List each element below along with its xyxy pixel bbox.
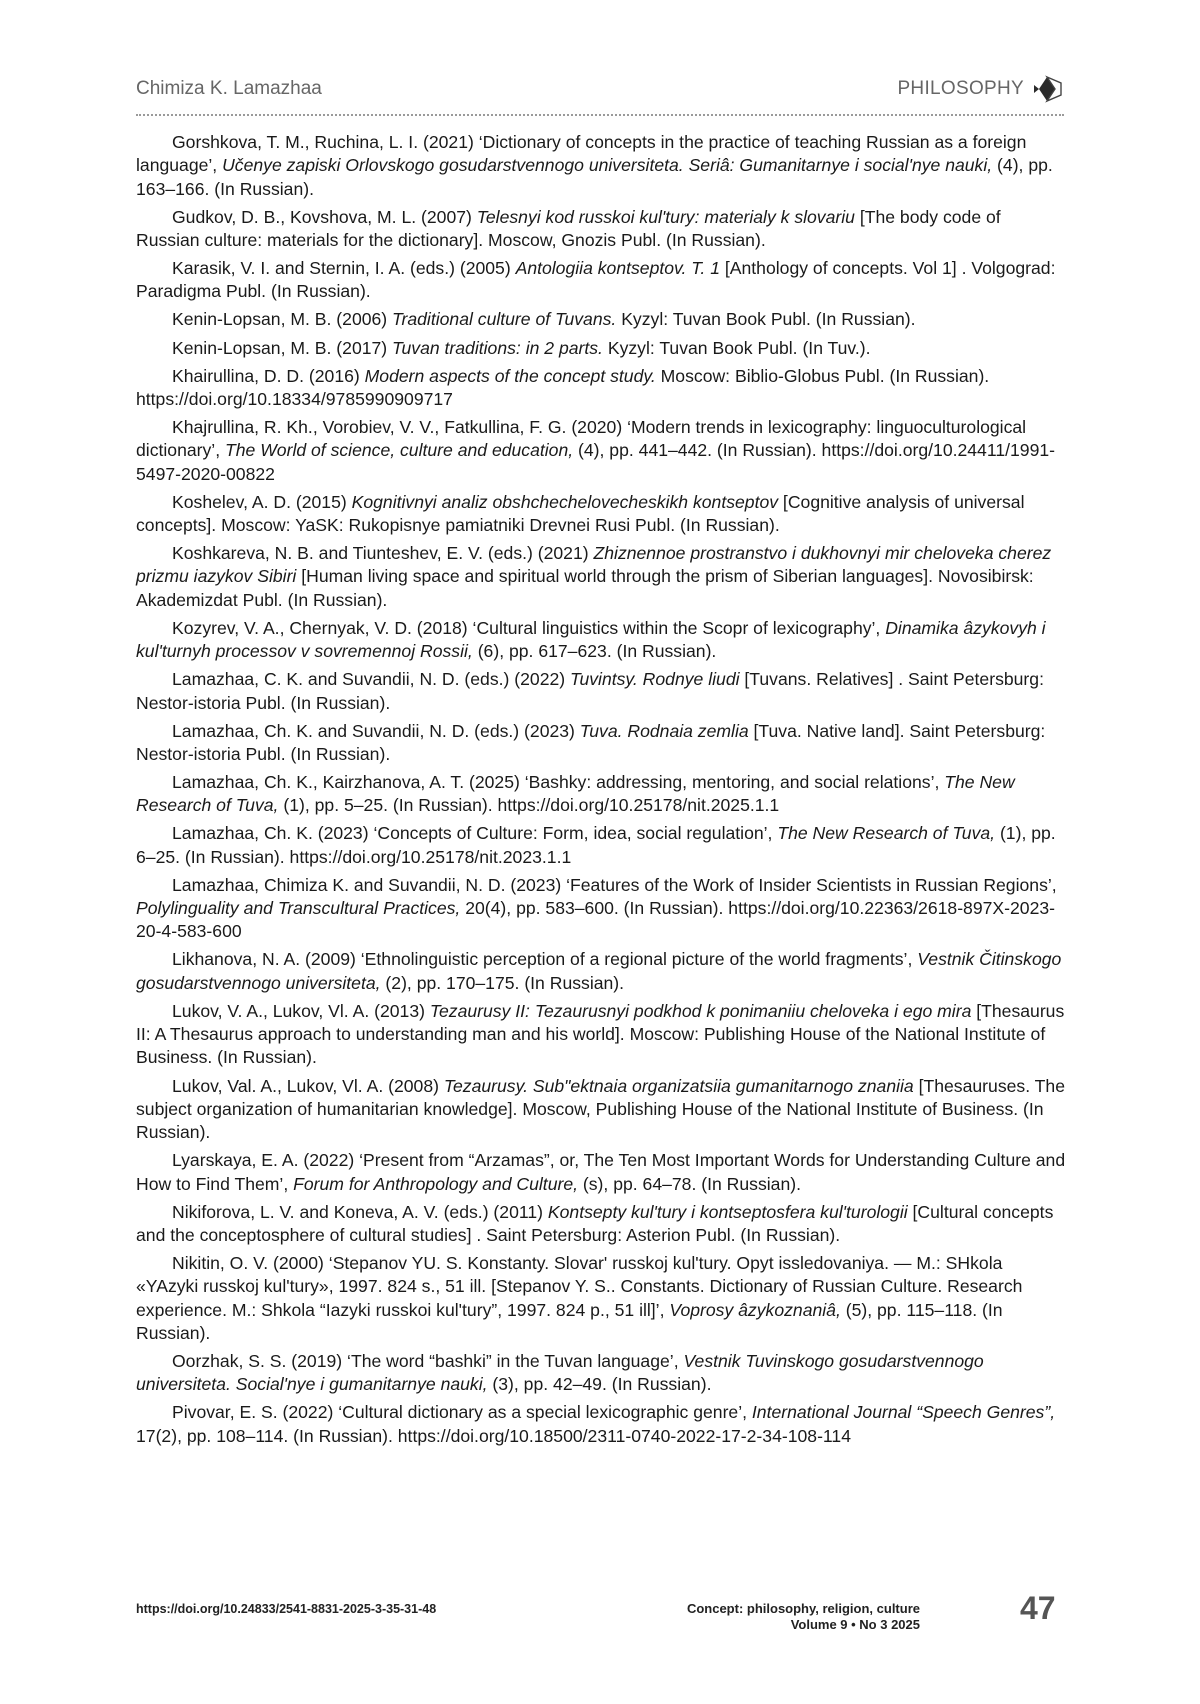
reference-title: Tuva. Rodnaia zemlia — [579, 720, 749, 741]
reference-title: Tezaurusy. Sub"ektnaia organizatsiia gumanitarnogo znaniia — [443, 1075, 914, 1096]
reference-text: (4), pp. 441–442. (In Russian). https://doi.org/10.24411/1991-5497-2020-00822 — [136, 440, 1055, 484]
reference-text: [Anthology of concepts. Vol 1] . Volgograd: Paradigma Publ. (In Russian). — [136, 258, 1056, 302]
reference-text: 20(4), pp. 583–600. (In Russian). https://doi.org/10.22363/2618-897X-2023-20-4-583-600 — [136, 898, 1056, 942]
reference-title: Traditional culture of Tuvans. — [392, 309, 617, 330]
reference-text: Kenin-Lopsan, M. B. (2006) — [172, 309, 393, 330]
reference-title: Kontsepty kul'tury i kontseptosfera kul'turologii — [547, 1201, 908, 1222]
reference-text: Lamazhaa, C. K. and Suvandii, N. D. (eds.) (2022) — [172, 669, 571, 690]
reference-text: Nikitin, O. V. (2000) ‘Stepanov YU. S. Konstanty. Slovar' russkoj kul'tury. Opyt issledovaniya. — M.: SHkola «YAzyki russkoj kul'tury», 1997. 824 s., 51 ill. [Stepanov Y. S.. Constants. Dictionary of Russian Culture. Research experience. M.: Shkola “Iazyki russkoi kul'tury”, 1997. 824 p., 51 ill]’, — [136, 1253, 1023, 1320]
reference-text: Moscow: Biblio-Globus Publ. (In Russian). https://doi.org/10.18334/9785990909717 — [136, 365, 990, 409]
reference-text: Nikiforova, L. V. and Koneva, A. V. (eds.) (2011) — [172, 1201, 548, 1222]
reference-entry — [136, 1401, 1066, 1448]
reference-title: Telesnyi kod russkoi kul'tury: materialy k slovariu — [476, 206, 855, 227]
reference-list — [136, 131, 1066, 1453]
reference-title: Tezaurusy II: Tezaurusnyi podkhod k ponimaniiu cheloveka i ego mira — [429, 1000, 972, 1021]
reference-title: Učenye zapiski Orlovskogo gosudarstvennogo universiteta. Seriâ: Gumanitarnye i social'nye nauki, — [222, 155, 993, 176]
reference-entry — [136, 1075, 1066, 1145]
reference-entry — [136, 257, 1066, 304]
reference-text: [Cognitive analysis of universal concepts]. Moscow: YaSK: Rukopisnye pamiatniki Drevnei Rusi Publ. (In Russian). — [136, 491, 1025, 536]
reference-entry — [136, 416, 1066, 486]
reference-text: [Tuva. Native land]. Saint Petersburg: Nestor-istoria Publ. (In Russian). — [136, 720, 1046, 764]
footer-journal-info — [600, 1601, 920, 1633]
reference-text: Kyzyl: Tuvan Book Publ. (In Russian). — [616, 309, 916, 330]
running-header-author: Chimiza K. Lamazhaa — [136, 78, 322, 99]
reference-text: Koshelev, A. D. (2015) — [172, 491, 352, 512]
reference-entry — [136, 337, 1066, 360]
reference-entry — [136, 874, 1066, 944]
reference-entry — [136, 948, 1066, 995]
reference-text: [Cultural concepts and the conceptosphere of cultural studies] . Saint Petersburg: Asterion Publ. (In Russian). — [136, 1201, 1054, 1245]
reference-title: Modern aspects of the concept study. — [364, 365, 656, 386]
reference-title: Kognitivnyi analiz obshchechelovecheskikh kontseptov — [351, 491, 779, 512]
reference-text: Lukov, Val. A., Lukov, Vl. A. (2008) — [172, 1075, 444, 1096]
reference-text: Kyzyl: Tuvan Book Publ. (In Tuv.). — [602, 337, 871, 358]
reference-entry — [136, 1201, 1066, 1248]
reference-entry — [136, 491, 1066, 538]
reference-title: Voprosy âzykoznaniâ, — [669, 1299, 841, 1320]
reference-text: (4), pp. 163–166. (In Russian). — [136, 155, 1053, 199]
reference-text: (1), pp. 5–25. (In Russian). https://doi.org/10.25178/nit.2025.1.1 — [278, 795, 780, 816]
reference-text: Lyarskaya, E. A. (2022) ‘Present from “Arzamas”, or, The Ten Most Important Words for Understanding Culture and How to Find Them’, — [136, 1150, 1066, 1194]
reference-entry — [136, 1000, 1066, 1070]
reference-text: (2), pp. 170–175. (In Russian). — [380, 972, 625, 993]
reference-title: Vestnik Tuvinskogo gosudarstvennogo universiteta. Social'nye i gumanitarnye nauki, — [136, 1350, 984, 1395]
reference-text: (3), pp. 42–49. (In Russian). — [487, 1374, 712, 1395]
reference-text: Kenin-Lopsan, M. B. (2017) — [172, 337, 393, 358]
reference-text: (6), pp. 617–623. (In Russian). — [472, 641, 717, 662]
reference-entry — [136, 1252, 1066, 1345]
reference-title: The New Research of Tuva, — [136, 771, 1015, 816]
reference-entry — [136, 668, 1066, 715]
reference-entry — [136, 1149, 1066, 1196]
reference-title: The New Research of Tuva, — [777, 823, 996, 844]
reference-title: Tuvintsy. Rodnye liudi — [570, 669, 740, 690]
reference-title: Antologiia kontseptov. T. 1 — [515, 258, 720, 279]
reference-text: Gorshkova, T. M., Ruchina, L. I. (2021) ‘Dictionary of concepts in the practice of teaching Russian as a foreign language’, — [136, 132, 1027, 176]
reference-text: Karasik, V. I. and Sternin, I. A. (eds.) (2005) — [172, 258, 516, 279]
reference-title: Vestnik Čitinskogo gosudarstvennogo universiteta, — [136, 949, 1062, 993]
reference-text: (1), pp. 6–25. (In Russian). https://doi.org/10.25178/nit.2023.1.1 — [136, 823, 1056, 867]
reference-text: Khajrullina, R. Kh., Vorobiev, V. V., Fatkullina, F. G. (2020) ‘Modern trends in lexicography: linguoculturological dictionary’, — [136, 417, 1027, 461]
reference-text: 17(2), pp. 108–114. (In Russian). https://doi.org/10.18500/2311-0740-2022-17-2-34-108-114 — [136, 1425, 851, 1446]
reference-text: Oorzhak, S. S. (2019) ‘The word “bashki” in the Tuvan language’, — [172, 1350, 684, 1371]
reference-title: Dinamika âzykovyh i kul'turnyh processov v sovremennoj Rossii, — [136, 617, 1046, 662]
reference-entry — [136, 771, 1066, 818]
footer-journal-title: Concept: philosophy, religion, culture — [686, 1601, 920, 1616]
page-number: 47 — [1020, 1590, 1056, 1626]
reference-text: Lamazhaa, Ch. K. and Suvandii, N. D. (eds.) (2023) — [172, 720, 580, 741]
reference-entry — [136, 365, 1066, 412]
reference-text: Lukov, V. A., Lukov, Vl. A. (2013) — [172, 1000, 430, 1021]
footer-doi: https://doi.org/10.24833/2541-8831-2025-3-35-31-48 — [136, 1602, 437, 1616]
reference-text: [Thesaurus II: A Thesaurus approach to understanding man and his world]. Moscow: Publishing House of the National Institute of Business. (In Russian). — [136, 1000, 1065, 1068]
journal-logo-icon — [1030, 74, 1064, 104]
reference-entry — [136, 542, 1066, 612]
reference-text: Koshkareva, N. B. and Tiunteshev, E. V. (eds.) (2021) — [172, 543, 594, 564]
reference-entry — [136, 617, 1066, 664]
footer-journal-volume: Volume 9 • No 3 2025 — [790, 1617, 920, 1632]
reference-text: Lamazhaa, Ch. K., Kairzhanova, A. T. (2025) ‘Bashky: addressing, mentoring, and social relations’, — [172, 771, 945, 792]
reference-title: International Journal “Speech Genres”, — [751, 1402, 1056, 1423]
reference-entry — [136, 720, 1066, 767]
reference-entry — [136, 206, 1066, 253]
reference-text: Pivovar, E. S. (2022) ‘Cultural dictionary as a special lexicographic genre’, — [172, 1402, 752, 1423]
reference-text: Likhanova, N. A. (2009) ‘Ethnolinguistic perception of a regional picture of the world fragments’, — [172, 949, 918, 970]
reference-entry — [136, 131, 1066, 201]
reference-title: Tuvan traditions: in 2 parts. — [392, 337, 603, 358]
reference-text: [Human living space and spiritual world through the prism of Siberian languages]. Novosibirsk: Akademizdat Publ. (In Russian). — [136, 566, 1034, 610]
reference-entry — [136, 1350, 1066, 1397]
running-header-section: PHILOSOPHY — [897, 78, 1024, 99]
reference-title: Zhiznennoe prostranstvo i dukhovnyi mir cheloveka cherez prizmu iazykov Sibiri — [136, 543, 1052, 587]
reference-title: Polylinguality and Transcultural Practices, — [136, 898, 461, 919]
running-header — [136, 74, 1064, 116]
reference-text: [Thesauruses. The subject organization of humanitarian knowledge]. Moscow, Publishing House of the National Institute of Business. (In Russian). — [136, 1075, 1065, 1143]
reference-text: (5), pp. 115–118. (In Russian). — [136, 1299, 1003, 1343]
reference-text: (s), pp. 64–78. (In Russian). — [578, 1173, 801, 1194]
reference-text: Khairullina, D. D. (2016) — [172, 365, 365, 386]
reference-text: [Tuvans. Relatives] . Saint Petersburg: Nestor-istoria Publ. (In Russian). — [136, 669, 1044, 713]
reference-text: Gudkov, D. B., Kovshova, M. L. (2007) — [172, 206, 477, 227]
reference-text: Lamazhaa, Chimiza K. and Suvandii, N. D. (2023) ‘Features of the Work of Insider Scientists in Russian Regions’, — [172, 874, 1057, 895]
reference-title: The World of science, culture and education, — [224, 440, 574, 461]
reference-entry — [136, 308, 1066, 331]
reference-entry — [136, 822, 1066, 869]
reference-text: Kozyrev, V. A., Chernyak, V. D. (2018) ‘Cultural linguistics within the Scopr of lexicography’, — [172, 617, 886, 638]
reference-title: Forum for Anthropology and Culture, — [293, 1173, 579, 1194]
reference-text: [The body code of Russian culture: materials for the dictionary]. Moscow, Gnozis Publ. (In Russian). — [136, 206, 1001, 250]
reference-text: Lamazhaa, Ch. K. (2023) ‘Concepts of Culture: Form, idea, social regulation’, — [172, 823, 778, 844]
